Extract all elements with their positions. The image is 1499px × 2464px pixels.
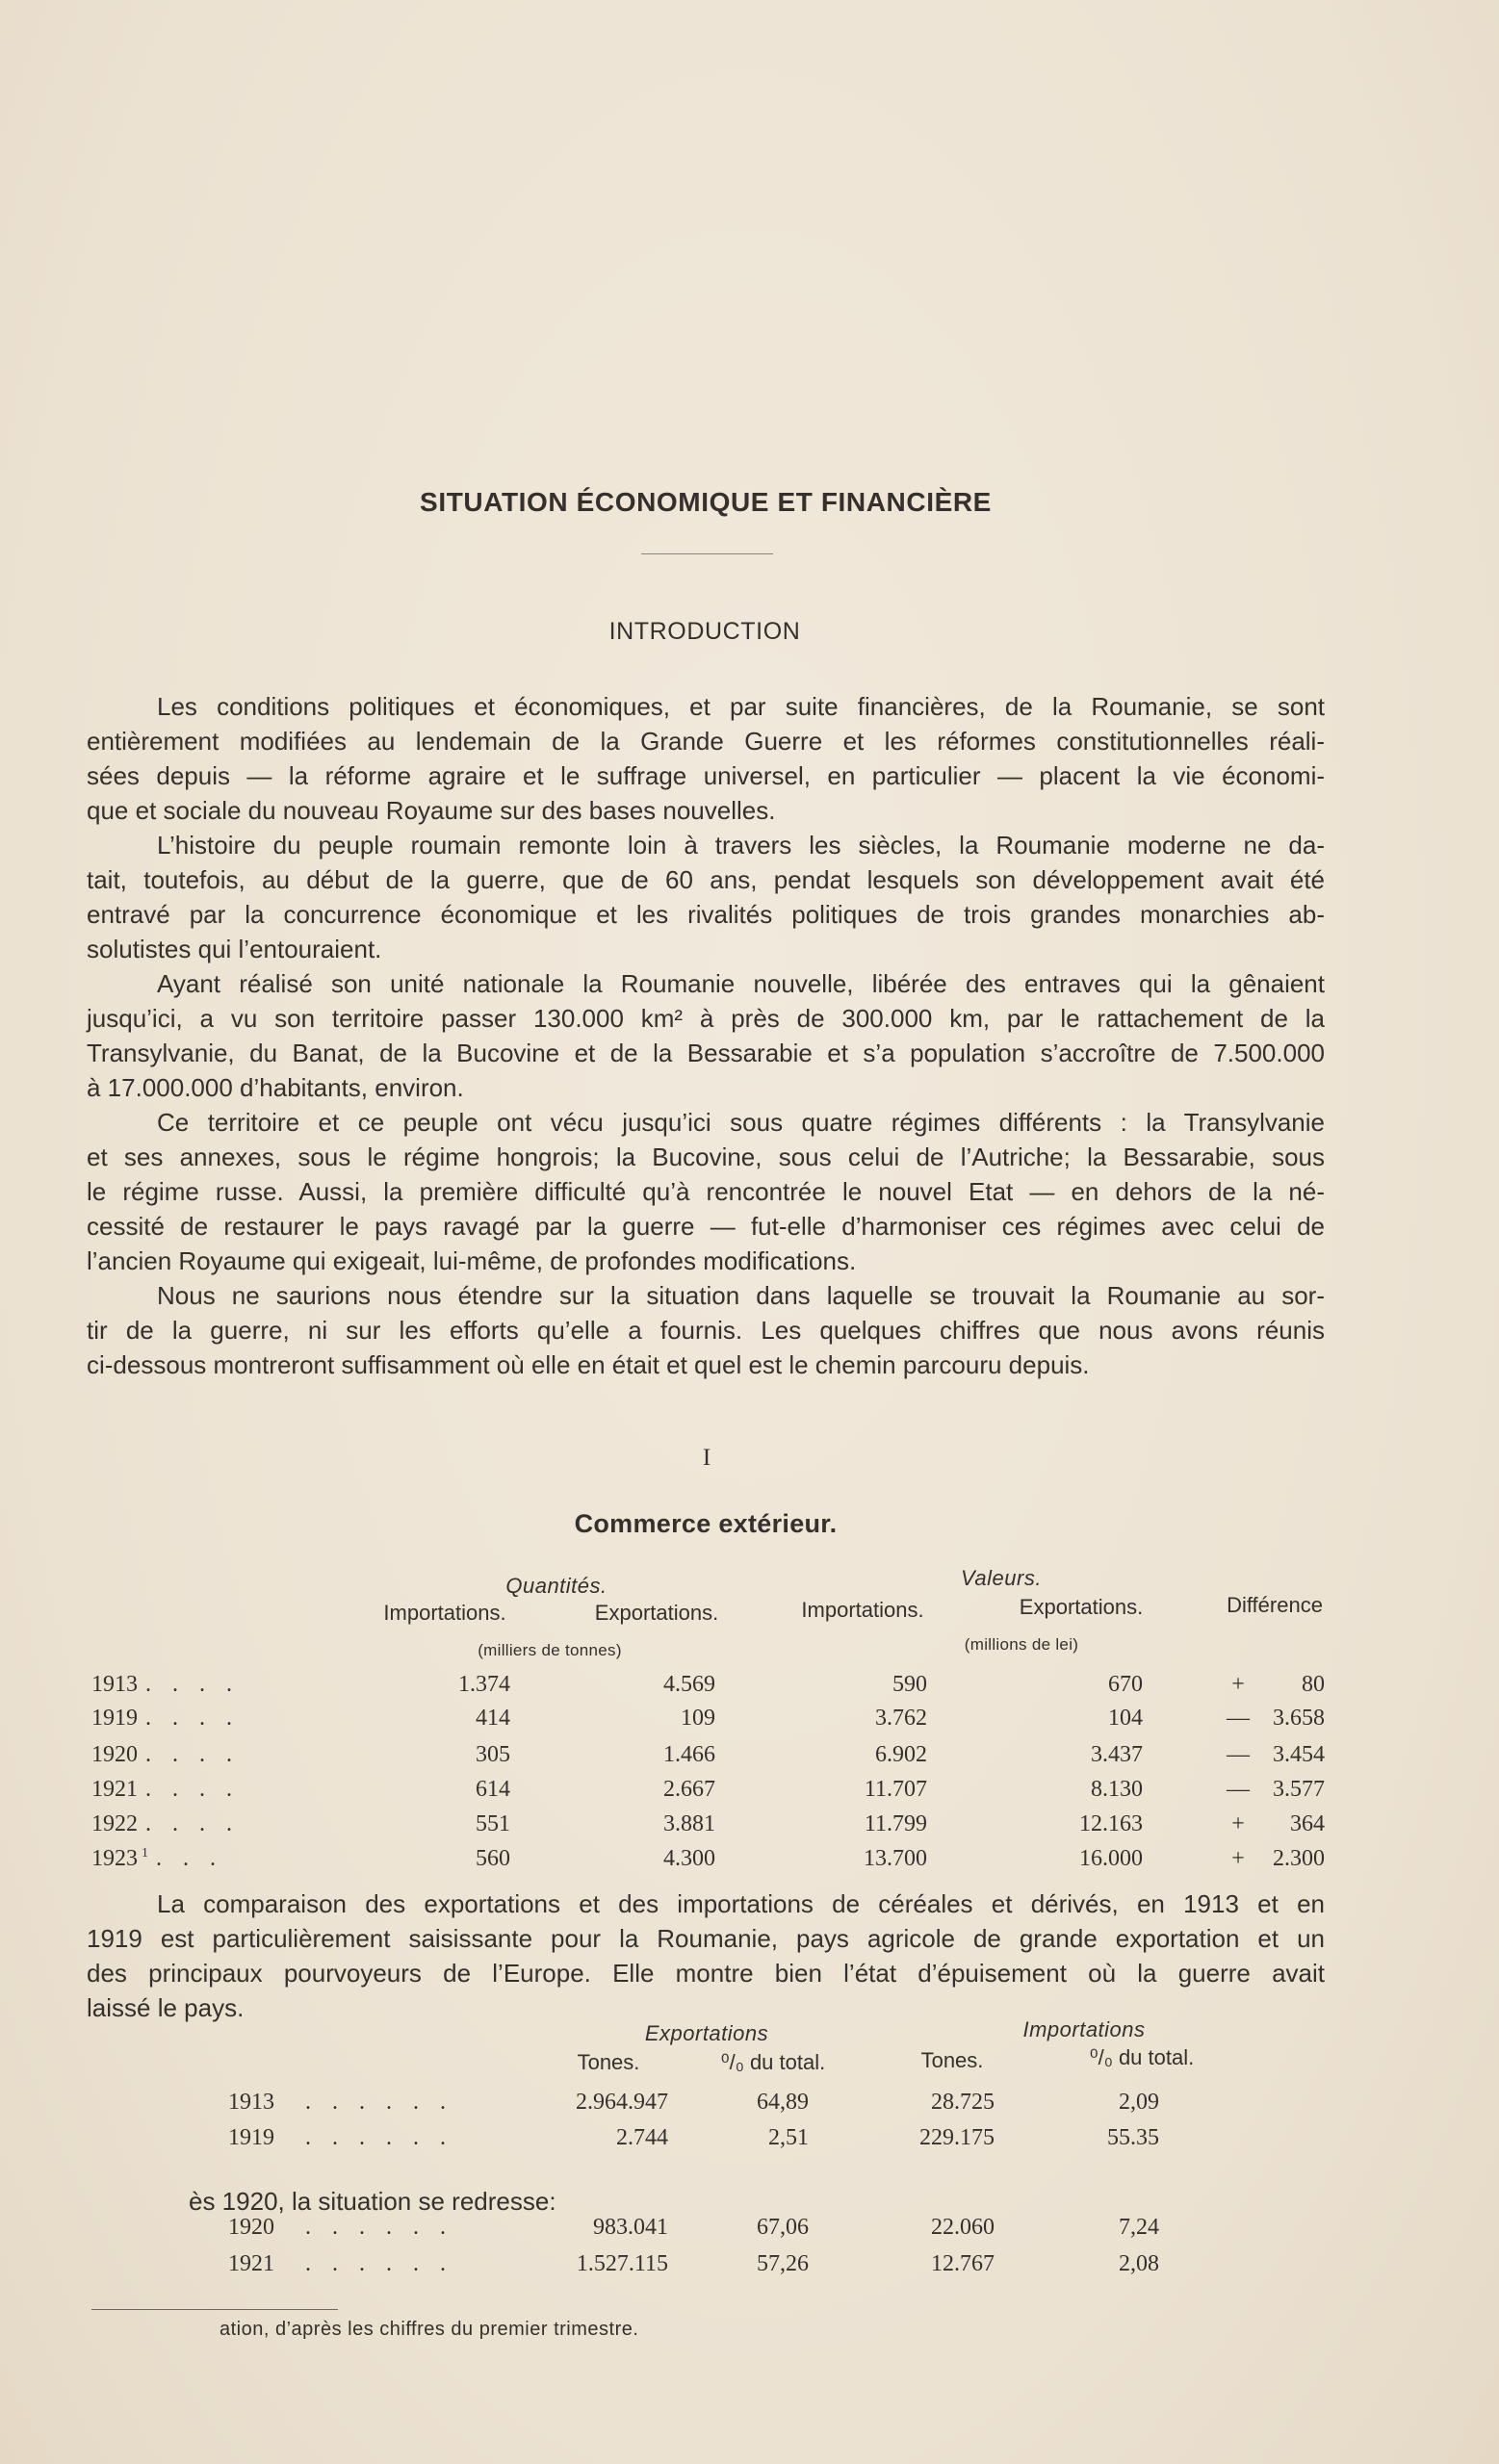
column-header: Exportations. bbox=[1019, 1595, 1144, 1619]
column-header: Différence bbox=[1227, 1593, 1323, 1617]
quantity-exports: 4.300 bbox=[663, 1846, 715, 1871]
text-line: Transylvanie, du Banat, de la Bucovine et de la Bessarabie et s’a population s’accroître de 7.500.000 bbox=[87, 1039, 1325, 1067]
column-header: ⁰/₀ du total. bbox=[1089, 2045, 1195, 2069]
exports-group-header: Exportations bbox=[644, 2021, 769, 2045]
exports-tons: 2.744 bbox=[616, 2125, 668, 2150]
quantities-group-header: Quantités. bbox=[505, 1574, 607, 1598]
exports-percent: 57,26 bbox=[757, 2251, 809, 2276]
year: 1919 bbox=[228, 2125, 274, 2150]
section-number: I bbox=[702, 1445, 711, 1471]
year: 1921 bbox=[91, 1777, 138, 1802]
dot-leader: . . . . bbox=[145, 1811, 240, 1836]
quantity-exports: 3.881 bbox=[663, 1811, 715, 1836]
difference-value: 2.300 bbox=[1273, 1846, 1325, 1871]
column-header: Exportations. bbox=[594, 1601, 719, 1625]
difference-value: 80 bbox=[1302, 1672, 1325, 1697]
quantity-exports: 4.569 bbox=[663, 1672, 715, 1697]
page-title: SITUATION ÉCONOMIQUE ET FINANCIÈRE bbox=[420, 487, 992, 517]
row-label bbox=[228, 2086, 453, 2118]
text-line: à 17.000.000 d’habitants, environ. bbox=[87, 1073, 464, 1102]
imports-tons: 12.767 bbox=[931, 2251, 995, 2276]
paragraph bbox=[87, 689, 1325, 828]
table-row bbox=[0, 2247, 1499, 2280]
dot-leader: . . . . . . bbox=[305, 2215, 453, 2240]
footnote-mark: 1 bbox=[142, 1846, 148, 1861]
text-line: des principaux pourvoyeurs de l’Europe. Elle montre bien l’état d’épuisement où la guerre avait bbox=[87, 1959, 1325, 1988]
difference-sign: + bbox=[1231, 1811, 1245, 1836]
year: 1921 bbox=[228, 2251, 274, 2276]
quantity-imports: 305 bbox=[476, 1742, 510, 1767]
exports-percent: 64,89 bbox=[757, 2090, 809, 2115]
column-header: Importations. bbox=[801, 1598, 924, 1622]
quantity-imports: 1.374 bbox=[458, 1672, 510, 1697]
year: 1922 bbox=[91, 1811, 138, 1836]
value-exports: 3.437 bbox=[1091, 1742, 1143, 1767]
text-line: ci-dessous montreront suffisamment où elle en était et quel est le chemin parcouru depuis. bbox=[87, 1350, 1090, 1379]
imports-percent: 2,08 bbox=[1119, 2251, 1159, 2276]
difference-value: 364 bbox=[1290, 1811, 1325, 1836]
quantity-imports: 614 bbox=[476, 1777, 510, 1802]
value-exports: 8.130 bbox=[1091, 1777, 1143, 1802]
column-header: Importations. bbox=[383, 1601, 506, 1625]
table-row bbox=[0, 2211, 1499, 2244]
text-line: solutistes qui l’entouraient. bbox=[87, 935, 382, 963]
introduction-text bbox=[87, 689, 1325, 1382]
table-row bbox=[0, 2121, 1499, 2154]
dot-leader: . . . . . . bbox=[305, 2251, 453, 2276]
table-row bbox=[0, 1808, 1499, 1840]
dot-leader: . . . . bbox=[145, 1742, 240, 1767]
year: 1919 bbox=[91, 1706, 138, 1731]
difference-value: 3.658 bbox=[1273, 1706, 1325, 1731]
value-exports: 16.000 bbox=[1079, 1846, 1143, 1871]
row-label bbox=[91, 1773, 240, 1806]
text-line: l’ancien Royaume qui exigeait, lui-même, de profondes modifications. bbox=[87, 1246, 857, 1275]
text-line: entièrement modifiées au lendemain de la Grande Guerre et les réformes constitutionnelles réali- bbox=[87, 727, 1325, 756]
text-line: cessité de restaurer le pays ravagé par la guerre — fut-elle d’harmoniser ces régimes avec celui de bbox=[87, 1212, 1325, 1241]
text-line: tir de la guerre, ni sur les efforts qu’elle a fournis. Les quelques chiffres que nous avons réunis bbox=[87, 1316, 1325, 1345]
row-label bbox=[91, 1808, 240, 1840]
values-group-header: Valeurs. bbox=[961, 1566, 1042, 1590]
year: 1913 bbox=[91, 1672, 138, 1697]
paragraph bbox=[87, 1278, 1325, 1382]
table-row bbox=[0, 1738, 1499, 1771]
difference-sign: + bbox=[1231, 1846, 1245, 1871]
column-header: Tones. bbox=[577, 2050, 640, 2074]
dot-leader: . . . . . . bbox=[305, 2090, 453, 2115]
imports-tons: 28.725 bbox=[931, 2090, 995, 2115]
imports-group-header: Importations bbox=[1022, 2017, 1146, 2041]
quantity-exports: 109 bbox=[681, 1706, 715, 1731]
value-imports: 3.762 bbox=[875, 1706, 927, 1731]
table-row bbox=[0, 1842, 1499, 1875]
row-label bbox=[91, 1842, 223, 1875]
exports-tons: 2.964.947 bbox=[576, 2090, 668, 2115]
row-label bbox=[228, 2247, 453, 2280]
row-label bbox=[91, 1702, 240, 1734]
table-row bbox=[0, 1668, 1499, 1701]
text-line: Les conditions politiques et économiques, et par suite financières, de la Roumanie, se sont bbox=[157, 692, 1325, 721]
row-label bbox=[91, 1668, 240, 1701]
text-line: L’histoire du peuple roumain remonte loin à travers les siècles, la Roumanie moderne ne da- bbox=[157, 831, 1325, 860]
row-label bbox=[91, 1738, 240, 1771]
paragraph bbox=[87, 828, 1325, 966]
exports-percent: 67,06 bbox=[757, 2215, 809, 2240]
value-imports: 6.902 bbox=[875, 1742, 927, 1767]
quantity-exports: 2.667 bbox=[663, 1777, 715, 1802]
value-imports: 590 bbox=[892, 1672, 927, 1697]
quantity-imports: 414 bbox=[476, 1706, 510, 1731]
row-label bbox=[228, 2211, 453, 2244]
introduction-heading: INTRODUCTION bbox=[608, 618, 801, 645]
section-title: Commerce extérieur. bbox=[574, 1509, 838, 1538]
dot-leader: . . . . bbox=[145, 1777, 240, 1802]
difference-value: 3.577 bbox=[1273, 1777, 1325, 1802]
exports-tons: 983.041 bbox=[593, 2215, 668, 2240]
quantity-imports: 551 bbox=[476, 1811, 510, 1836]
text-line: que et sociale du nouveau Royaume sur des bases nouvelles. bbox=[87, 796, 776, 825]
table-row bbox=[0, 2086, 1499, 2118]
quantity-imports: 560 bbox=[476, 1846, 510, 1871]
paragraph bbox=[87, 1105, 1325, 1278]
imports-percent: 2,09 bbox=[1119, 2090, 1159, 2115]
column-header: ⁰/₀ du total. bbox=[720, 2050, 826, 2074]
row-label bbox=[228, 2121, 453, 2154]
value-exports: 670 bbox=[1108, 1672, 1143, 1697]
table-row bbox=[0, 1702, 1499, 1734]
text-line: Ayant réalisé son unité nationale la Roumanie nouvelle, libérée des entraves qui la gênaient bbox=[157, 969, 1325, 998]
text-line: et ses annexes, sous le régime hongrois; la Bucovine, sous celui de l’Autriche; la Bessarabie, sous bbox=[87, 1142, 1325, 1171]
imports-percent: 55.35 bbox=[1107, 2125, 1159, 2150]
text-line: jusqu’ici, a vu son territoire passer 130.000 km² à près de 300.000 km, par le rattachement de la bbox=[87, 1004, 1325, 1033]
title-divider bbox=[641, 553, 773, 554]
quantity-exports: 1.466 bbox=[663, 1742, 715, 1767]
difference-sign: — bbox=[1227, 1706, 1250, 1731]
footnote-divider bbox=[91, 2309, 338, 2310]
difference-sign: + bbox=[1231, 1672, 1245, 1697]
imports-percent: 7,24 bbox=[1119, 2215, 1159, 2240]
text-line: laissé le pays. bbox=[87, 1993, 245, 2022]
text-line: Ce territoire et ce peuple ont vécu jusqu’ici sous quatre régimes différents : la Transylvanie bbox=[157, 1108, 1325, 1137]
year: 1923 bbox=[91, 1846, 138, 1871]
year: 1913 bbox=[228, 2090, 274, 2115]
text-line: Nous ne saurions nous étendre sur la situation dans laquelle se trouvait la Roumanie au sor- bbox=[157, 1281, 1325, 1310]
recovery-note: ès 1920, la situation se redresse: bbox=[189, 2187, 556, 2216]
value-imports: 13.700 bbox=[864, 1846, 927, 1871]
dot-leader: . . . . . . bbox=[305, 2125, 453, 2150]
value-exports: 104 bbox=[1108, 1706, 1143, 1731]
dot-leader: . . . . bbox=[145, 1706, 240, 1731]
difference-sign: — bbox=[1227, 1742, 1250, 1767]
text-line: entravé par la concurrence économique et les rivalités politiques de trois grandes monarchies ab- bbox=[87, 900, 1325, 929]
imports-tons: 22.060 bbox=[931, 2215, 995, 2240]
value-imports: 11.799 bbox=[864, 1811, 927, 1836]
exports-tons: 1.527.115 bbox=[576, 2251, 668, 2276]
paragraph bbox=[87, 966, 1325, 1105]
difference-sign: — bbox=[1227, 1777, 1250, 1802]
text-line: le régime russe. Aussi, la première difficulté qu’à rencontrée le nouvel Etat — en dehors de la né- bbox=[87, 1177, 1325, 1206]
imports-tons: 229.175 bbox=[919, 2125, 995, 2150]
table-row bbox=[0, 1773, 1499, 1806]
value-exports: 12.163 bbox=[1079, 1811, 1143, 1836]
column-header: Tones. bbox=[920, 2048, 984, 2072]
text-line: sées depuis — la réforme agraire et le suffrage universel, en particulier — placent la vie économi- bbox=[87, 761, 1325, 790]
text-line: 1919 est particulièrement saisissante pour la Roumanie, pays agricole de grande exportation et un bbox=[87, 1924, 1325, 1953]
exports-percent: 2,51 bbox=[768, 2125, 809, 2150]
difference-value: 3.454 bbox=[1273, 1742, 1325, 1767]
year: 1920 bbox=[228, 2215, 274, 2240]
text-line: La comparaison des exportations et des importations de céréales et dérivés, en 1913 et en bbox=[157, 1889, 1325, 1918]
quantities-unit: (milliers de tonnes) bbox=[478, 1641, 622, 1659]
year: 1920 bbox=[91, 1742, 138, 1767]
text-line: tait, toutefois, au début de la guerre, que de 60 ans, pendat lesquels son développement avait été bbox=[87, 865, 1325, 894]
dot-leader: . . . bbox=[156, 1846, 223, 1871]
footnote: ation, d’après les chiffres du premier trimestre. bbox=[220, 2319, 639, 2340]
cereals-paragraph bbox=[87, 1886, 1325, 2025]
value-imports: 11.707 bbox=[864, 1777, 927, 1802]
dot-leader: . . . . bbox=[145, 1672, 240, 1697]
values-unit: (millions de lei) bbox=[964, 1635, 1079, 1654]
